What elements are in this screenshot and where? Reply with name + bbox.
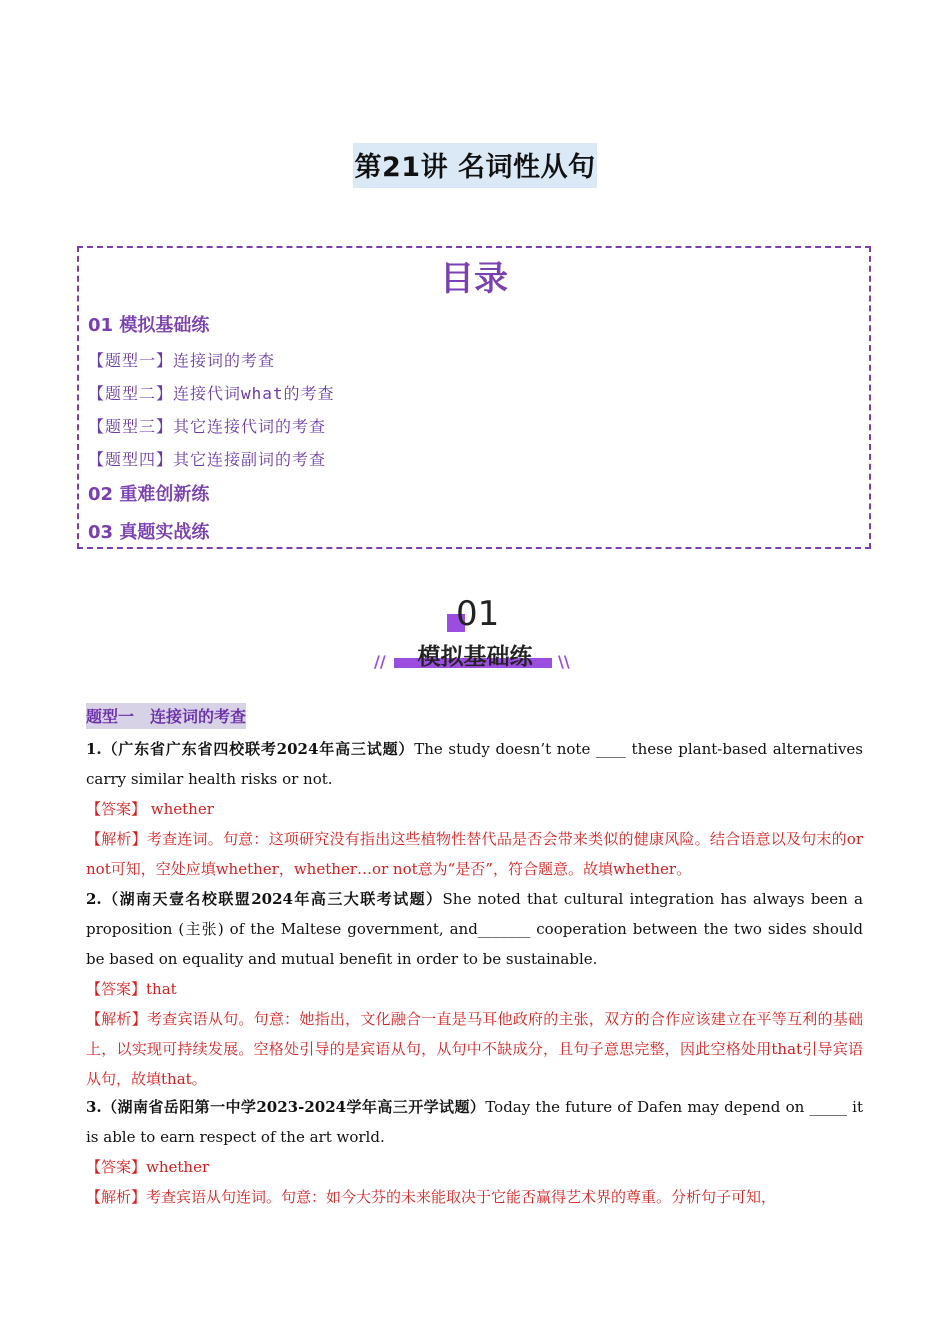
page-title-text: 第21讲 名词性从句 bbox=[353, 143, 598, 188]
question-2-answer: 【答案】that bbox=[86, 980, 177, 998]
question-2-explanation: 【解析】考查宾语从句。句意：她指出，文化融合一直是马耳他政府的主张，双方的合作应该建立在平等互利的基础上，以实现可持续发展。空格处引导的是宾语从句，从句中不缺成分，且句子意思完整，因此空格处用that引导宾语从句，故填that。 bbox=[86, 1010, 863, 1088]
type-heading: 题型一 连接词的考查 bbox=[86, 703, 246, 729]
section-banner bbox=[370, 596, 580, 676]
question-2-number: 2. bbox=[86, 890, 102, 908]
left-slash-icon: // bbox=[374, 652, 386, 671]
right-slash-icon: \\ bbox=[558, 652, 570, 671]
question-2-text: She noted that cultural integration has always been a proposition (主张) of the Maltese government, and_______ cooperation between the two sides should be based on equality and mutual benefit in order to be sustainable. bbox=[86, 890, 863, 968]
toc-section-2[interactable]: 02 重难创新练 bbox=[88, 484, 210, 505]
toc-item-type-3[interactable]: 【题型三】其它连接代词的考查 bbox=[88, 417, 327, 436]
banner-number: 01 bbox=[456, 594, 500, 634]
question-3-explanation: 【解析】考查宾语从句连词。句意：如今大芬的未来能取决于它能否赢得艺术界的尊重。分析句子可知， bbox=[86, 1188, 777, 1206]
question-3 bbox=[86, 1092, 863, 1212]
question-3-number: 3. bbox=[86, 1098, 102, 1116]
toc-item-type-1[interactable]: 【题型一】连接词的考查 bbox=[88, 351, 276, 370]
question-1 bbox=[86, 734, 863, 884]
toc-section-3[interactable]: 03 真题实战练 bbox=[88, 522, 210, 543]
table-of-contents bbox=[77, 246, 871, 549]
question-1-text: The study doesn’t note ____ these plant-based alternatives carry similar health risks or not. bbox=[86, 740, 863, 788]
page-title bbox=[0, 143, 950, 188]
question-1-source: （广东省广东省四校联考2024年高三试题） bbox=[101, 740, 415, 758]
toc-item-type-4[interactable]: 【题型四】其它连接副词的考查 bbox=[88, 450, 327, 469]
question-2 bbox=[86, 884, 863, 1094]
toc-heading: 目录 bbox=[440, 259, 508, 299]
question-1-answer: 【答案】 whether bbox=[86, 800, 214, 818]
question-3-source: （湖南省岳阳第一中学2023-2024学年高三开学试题） bbox=[101, 1098, 486, 1116]
banner-title: 模拟基础练 bbox=[417, 644, 533, 670]
question-1-explanation: 【解析】考查连词。句意：这项研究没有指出这些植物性替代品是否会带来类似的健康风险。结合语意以及句末的or not可知，空处应填whether，whether…or not意为“是否”，符合题意。故填whether。 bbox=[86, 830, 863, 878]
toc-section-1[interactable]: 01 模拟基础练 bbox=[88, 315, 210, 336]
question-3-text: Today the future of Dafen may depend on _____ it is able to earn respect of the art world. bbox=[86, 1098, 863, 1146]
question-2-source: （湖南天壹名校联盟2024年高三大联考试题） bbox=[101, 890, 443, 908]
question-3-answer: 【答案】whether bbox=[86, 1158, 210, 1176]
question-1-number: 1. bbox=[86, 740, 102, 758]
toc-item-type-2[interactable]: 【题型二】连接代词what的考查 bbox=[88, 384, 335, 403]
